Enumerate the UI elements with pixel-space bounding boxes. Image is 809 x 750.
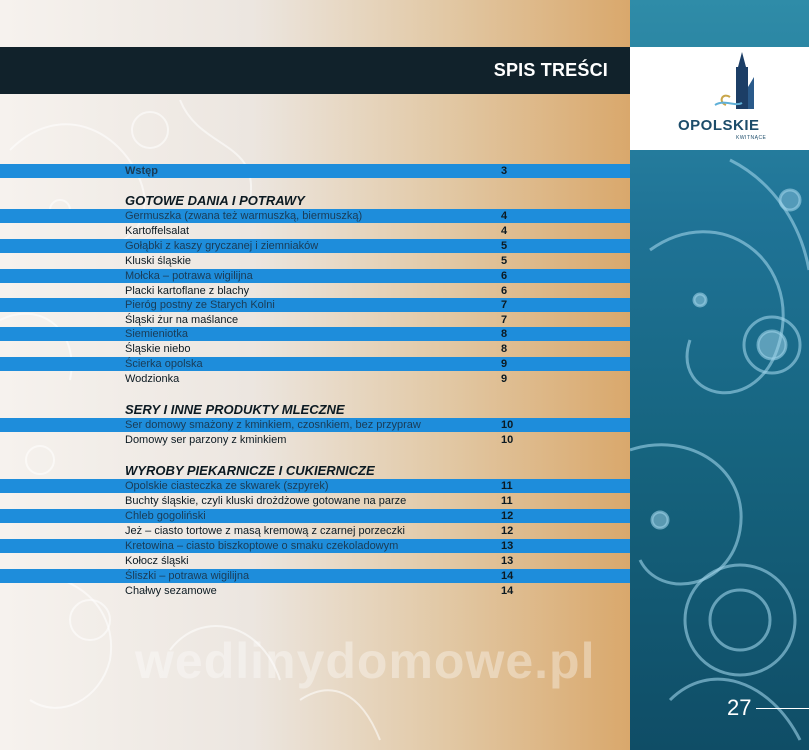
toc-item-label: Ser domowy smażony z kminkiem, czosnkiem, bez przypraw [125,419,421,431]
toc-item-page: 9 [501,358,508,370]
toc-item-label: Kołocz śląski [125,555,189,567]
toc-row[interactable] [0,357,630,371]
toc-row[interactable] [0,298,630,312]
toc-item-label: Mołcka – potrawa wigilijna [125,270,253,282]
toc-row[interactable] [0,554,630,568]
toc-row[interactable] [0,479,630,493]
page-title: SPIS TREŚCI [493,60,608,80]
toc-item-label: Kluski śląskie [125,255,192,267]
toc-item-label: Ścierka opolska [125,358,203,370]
section-heading-dishes: GOTOWE DANIA I POTRAWY [125,193,305,208]
toc-row[interactable] [0,254,630,268]
toc-item-label: Jeż – ciasto tortowe z masą kremową z czarnej porzeczki [125,525,405,537]
section-heading-dairy: SERY I INNE PRODUKTY MLECZNE [125,402,345,417]
toc-item-label: Domowy ser parzony z kminkiem [125,434,287,446]
toc-item-page: 4 [501,225,508,237]
toc-row[interactable] [0,569,630,583]
toc-row[interactable] [0,284,630,298]
toc-row[interactable] [0,584,630,598]
toc-row[interactable] [0,433,630,447]
toc-row[interactable] [0,539,630,553]
page-number: 27 [727,695,752,720]
toc-item-page: 10 [501,434,514,446]
toc-row-intro[interactable] [0,164,630,178]
toc-item-page: 13 [501,555,514,567]
header-bar [0,47,630,94]
toc-item-page: 14 [501,585,514,597]
toc-item-page: 10 [501,419,514,431]
toc-item-label: Buchty śląskie, czyli kluski drożdżowe gotowane na parze [125,495,407,507]
logo-name: OPOLSKIE [678,117,760,134]
toc-item-label: Opolskie ciasteczka ze skwarek (szpyrek) [125,480,329,492]
toc-row[interactable] [0,313,630,327]
toc-row[interactable] [0,494,630,508]
toc-item-page: 11 [501,495,513,507]
watermark: wedlinydomowe.pl [135,633,596,689]
toc-item-page: 12 [501,510,514,522]
tower-logo-icon [630,47,809,150]
toc-row[interactable] [0,239,630,253]
toc-item-label: Śląski żur na maślance [125,314,239,326]
toc-item-page: 13 [501,540,514,552]
toc-item-label: Gołąbki z kaszy gryczanej i ziemniaków [125,240,319,252]
toc-row[interactable] [0,209,630,223]
toc-item-label: Śląskie niebo [125,343,191,355]
toc-item-page: 7 [501,299,508,311]
toc-item-label: Germuszka (zwana też warmuszką, biermuszką) [125,210,363,222]
toc-row[interactable] [0,269,630,283]
toc-row[interactable] [0,524,630,538]
toc-item-page: 12 [501,525,514,537]
toc-row[interactable] [0,509,630,523]
toc-row[interactable] [0,327,630,341]
toc-item-page: 5 [501,255,508,267]
toc-item-label: Wodzionka [125,373,180,385]
section-heading-bakery: WYROBY PIEKARNICZE I CUKIERNICZE [125,463,375,478]
toc-item-label: Kartoffelsalat [125,225,190,237]
toc-item-label: Placki kartoflane z blachy [125,285,250,297]
toc-item-page: 5 [501,240,508,252]
toc-row[interactable] [0,418,630,432]
toc-item-page: 14 [501,570,514,582]
toc-item-label: Śliszki – potrawa wigilijna [125,570,250,582]
toc-item-label: Siemieniotka [125,328,188,340]
logo-panel [630,47,809,150]
toc-item-label: Chleb gogoliński [125,510,206,522]
toc-item-label: Chałwy sezamowe [125,585,217,597]
toc-item-page: 8 [501,343,508,355]
toc-item-page: 3 [501,165,508,177]
toc-row[interactable] [0,372,630,386]
toc-row[interactable] [0,224,630,238]
toc-item-label: Pieróg postny ze Starych Kolni [125,299,275,311]
page-number-divider [756,708,809,709]
toc-item-page: 6 [501,270,508,282]
toc-item-page: 11 [501,480,513,492]
toc-item-page: 4 [501,210,508,222]
toc-item-page: 6 [501,285,508,297]
toc-item-page: 9 [501,373,508,385]
toc-item-page: 8 [501,328,508,340]
toc-item-page: 7 [501,314,508,326]
toc-row[interactable] [0,342,630,356]
toc-item-label: Kretowina – ciasto biszkoptowe o smaku czekoladowym [125,540,399,552]
logo-tagline: KWITNĄCE [736,135,767,141]
toc-item-label: Wstęp [125,165,158,177]
